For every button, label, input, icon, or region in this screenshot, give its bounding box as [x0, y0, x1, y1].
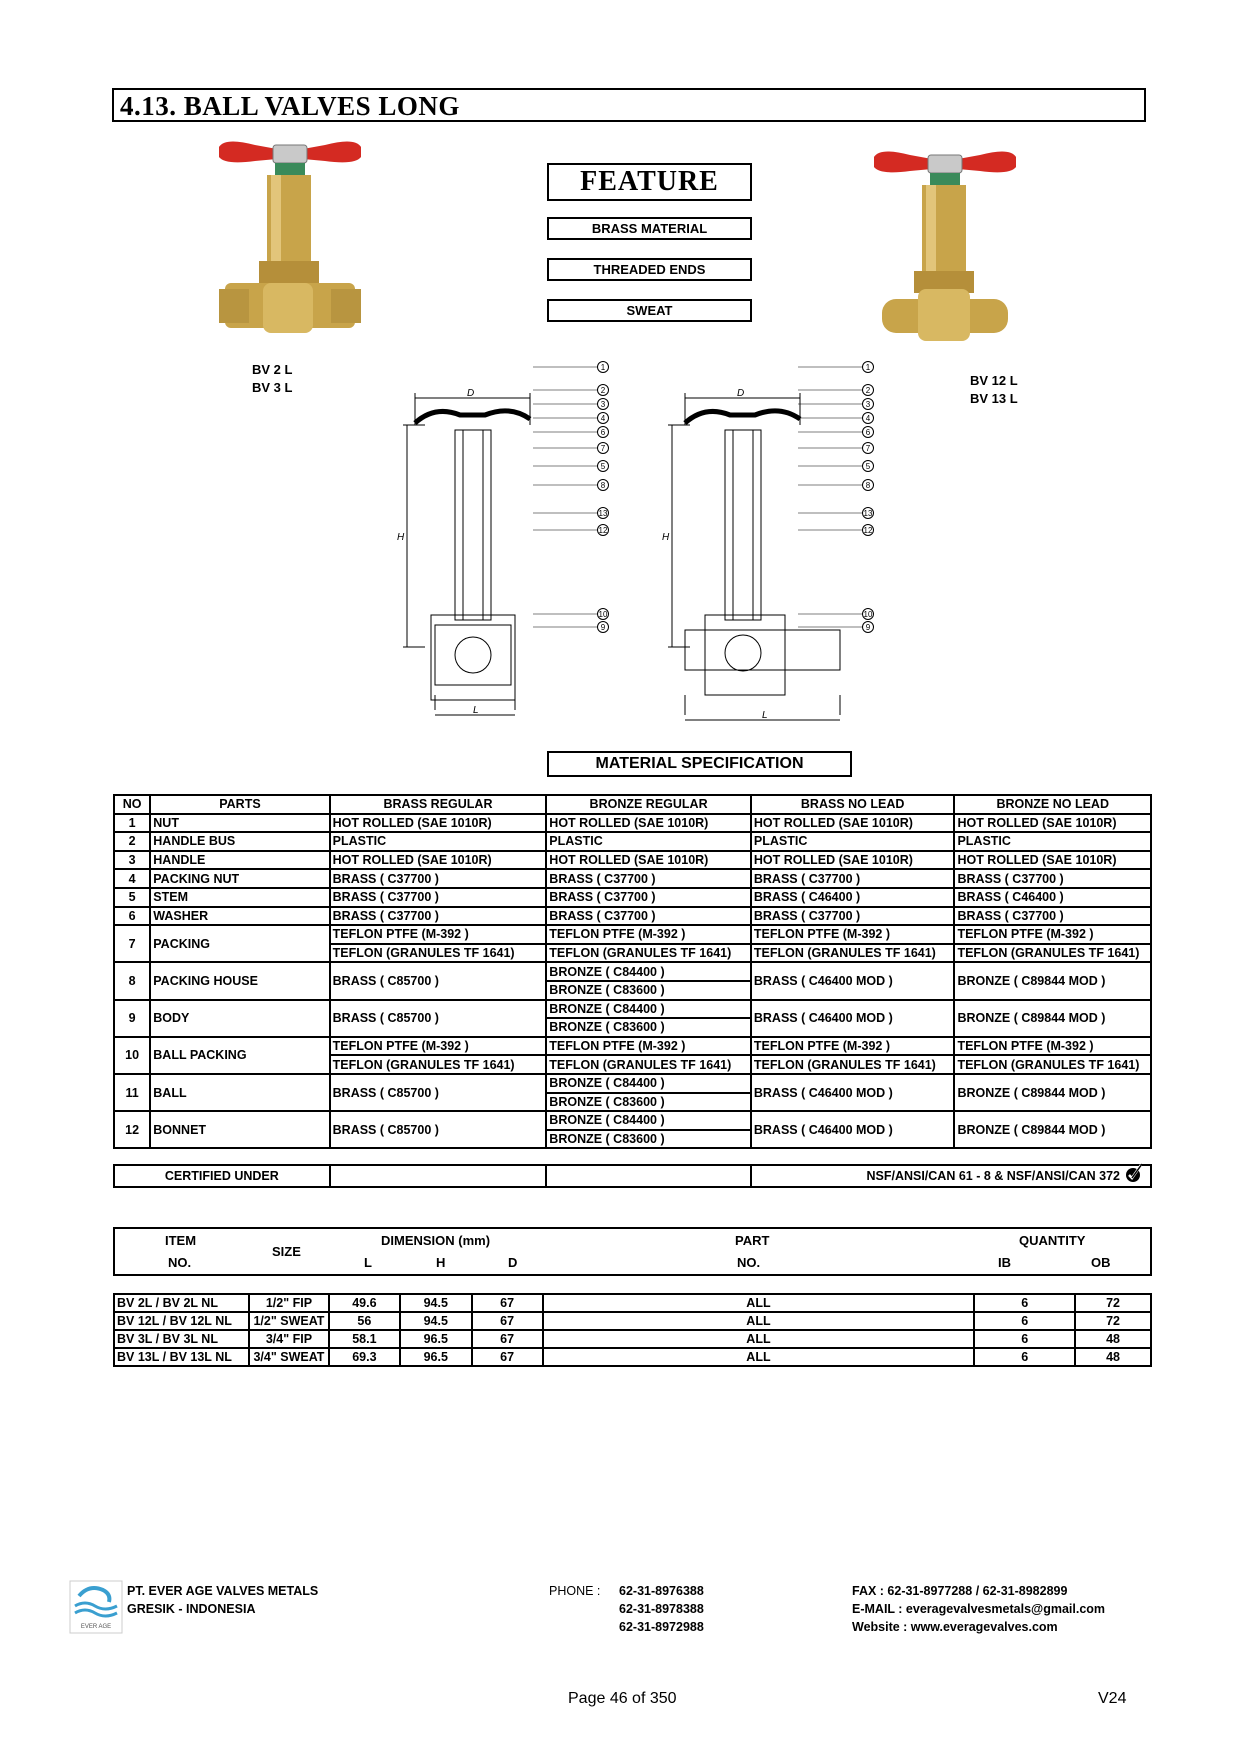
material-cell: PLASTIC	[330, 832, 547, 851]
material-cell: HOT ROLLED (SAE 1010R)	[751, 814, 955, 833]
dimension-header: ITEM NO. SIZE DIMENSION (mm) L H D PART NO. QUANTITY IB OB	[113, 1227, 1152, 1276]
dim-cell-ib: 6	[974, 1312, 1075, 1330]
website-link[interactable]: Website : www.everagevalves.com	[852, 1620, 1058, 1634]
material-cell: BRONZE ( C89844 MOD )	[954, 1074, 1151, 1111]
dim-cell-d: 67	[472, 1348, 543, 1366]
row-number: 3	[114, 851, 150, 870]
material-cell: HOT ROLLED (SAE 1010R)	[546, 814, 751, 833]
callout-number: 10	[863, 610, 873, 619]
material-cell: TEFLON PTFE (M-392 )	[330, 1037, 547, 1056]
handle-right-wing	[303, 141, 361, 162]
material-cell: BRASS ( C37700 )	[330, 888, 547, 907]
row-number: 2	[114, 832, 150, 851]
material-cell: TEFLON PTFE (M-392 )	[546, 1037, 751, 1056]
material-cell: BRASS ( C37700 )	[546, 869, 751, 888]
material-cell: TEFLON PTFE (M-392 )	[954, 1037, 1151, 1056]
dim-cell-d: 67	[472, 1312, 543, 1330]
dim-h: H	[662, 532, 670, 543]
material-cell: BRASS ( C46400 MOD )	[751, 1111, 955, 1148]
dim-cell-ib: 6	[974, 1330, 1075, 1348]
table-row	[114, 1074, 1151, 1093]
material-cell: TEFLON PTFE (M-392 )	[954, 925, 1151, 944]
material-cell: HOT ROLLED (SAE 1010R)	[954, 814, 1151, 833]
material-cell: TEFLON (GRANULES TF 1641)	[751, 1055, 955, 1074]
part-name: PACKING HOUSE	[150, 962, 329, 999]
handle-bushing	[275, 163, 305, 175]
material-cell: TEFLON (GRANULES TF 1641)	[330, 944, 547, 963]
material-cell: BRASS ( C85700 )	[330, 1111, 547, 1148]
table-row	[114, 1111, 1151, 1130]
dim-cell-ib: 6	[974, 1348, 1075, 1366]
row-number: 12	[114, 1111, 150, 1148]
material-cell: HOT ROLLED (SAE 1010R)	[546, 851, 751, 870]
dim-cell-h: 96.5	[400, 1330, 472, 1348]
material-cell: BRASS ( C37700 )	[751, 869, 955, 888]
dim-cell-part: ALL	[543, 1294, 975, 1312]
row-number: 7	[114, 925, 150, 962]
contact-info	[852, 1582, 1105, 1636]
callout-number: 7	[865, 444, 871, 453]
material-cell: TEFLON PTFE (M-392 )	[546, 925, 751, 944]
part-name: BALL PACKING	[150, 1037, 329, 1074]
table-row	[114, 907, 1151, 926]
material-cell: BRASS ( C37700 )	[546, 907, 751, 926]
callout-number: 4	[600, 414, 606, 423]
company-info: PT. EVER AGE VALVES METALS GRESIK - INDONESIA	[127, 1584, 319, 1616]
dim-cell-part: ALL	[543, 1330, 975, 1348]
callout-number: 7	[600, 444, 606, 453]
row-number: 4	[114, 869, 150, 888]
callout-number: 5	[600, 462, 606, 471]
dim-cell-size: 1/2" SWEAT	[249, 1312, 329, 1330]
material-cell: TEFLON (GRANULES TF 1641)	[330, 1055, 547, 1074]
check-icon	[1124, 1162, 1144, 1184]
table-row	[114, 851, 1151, 870]
callout-number: 5	[865, 462, 871, 471]
company-logo	[69, 1580, 123, 1634]
material-cell: BRASS ( C85700 )	[330, 962, 547, 999]
dim-cell-size: 3/4" SWEAT	[249, 1348, 329, 1366]
dim-h: H	[397, 532, 405, 543]
table-header-row: NO PARTS BRASS REGULAR BRONZE REGULAR BRASS NO LEAD BRONZE NO LEAD	[114, 795, 1151, 814]
material-cell: BRONZE ( C89844 MOD )	[954, 1000, 1151, 1037]
dim-cell-h: 94.5	[400, 1312, 472, 1330]
valve-photo-threaded	[215, 133, 365, 348]
part-name: STEM	[150, 888, 329, 907]
fax: FAX : 62-31-8977288 / 62-31-8982899	[852, 1584, 1068, 1598]
dim-cell-d: 67	[472, 1330, 543, 1348]
material-cell: TEFLON (GRANULES TF 1641)	[751, 944, 955, 963]
material-cell: BRONZE ( C83600 )	[546, 1130, 751, 1149]
material-cell: BRONZE ( C89844 MOD )	[954, 1111, 1151, 1148]
material-cell: BRONZE ( C84400 )	[546, 1074, 751, 1093]
dim-cell-item: BV 13L / BV 13L NL	[114, 1348, 249, 1366]
table-row	[114, 888, 1151, 907]
dim-cell-item: BV 3L / BV 3L NL	[114, 1330, 249, 1348]
material-cell: BRASS ( C37700 )	[954, 869, 1151, 888]
part-name: HANDLE	[150, 851, 329, 870]
material-spec-heading: MATERIAL SPECIFICATION	[547, 751, 852, 777]
material-cell: BRASS ( C46400 MOD )	[751, 962, 955, 999]
part-name: PACKING	[150, 925, 329, 962]
svg-text:EVER AGE: EVER AGE	[80, 1624, 112, 1630]
callout-number: 9	[600, 623, 606, 632]
dim-cell-d: 67	[472, 1294, 543, 1312]
phone-numbers: 62-31-8976388 62-31-8978388 62-31-8972988	[619, 1584, 704, 1634]
material-cell: HOT ROLLED (SAE 1010R)	[330, 851, 547, 870]
material-cell: BRONZE ( C84400 )	[546, 1000, 751, 1019]
callout-number: 1	[600, 363, 606, 372]
callout-number: 10	[598, 610, 608, 619]
table-row	[114, 832, 1151, 851]
row-number: 9	[114, 1000, 150, 1037]
part-name: BONNET	[150, 1111, 329, 1148]
table-row	[114, 1037, 1151, 1056]
dim-cell-ob: 72	[1075, 1294, 1151, 1312]
table-row	[114, 1348, 1151, 1366]
callout-number: 8	[600, 481, 606, 490]
callout-number: 13	[598, 509, 608, 518]
valve-bonnet	[259, 261, 319, 283]
dim-cell-size: 3/4" FIP	[249, 1330, 329, 1348]
material-cell: TEFLON (GRANULES TF 1641)	[954, 1055, 1151, 1074]
dim-cell-ib: 6	[974, 1294, 1075, 1312]
table-row	[114, 1330, 1151, 1348]
row-number: 6	[114, 907, 150, 926]
handle-bushing	[930, 173, 960, 185]
material-cell: PLASTIC	[954, 832, 1151, 851]
material-cell: BRASS ( C37700 )	[751, 907, 955, 926]
part-name: NUT	[150, 814, 329, 833]
email-link[interactable]: E-MAIL : everagevalvesmetals@gmail.com	[852, 1602, 1106, 1616]
handle-left-wing	[219, 141, 277, 162]
table-row	[114, 869, 1151, 888]
material-cell: BRASS ( C46400 )	[751, 888, 955, 907]
callout-number: 4	[865, 414, 871, 423]
material-cell: BRONZE ( C83600 )	[546, 1018, 751, 1037]
row-number: 5	[114, 888, 150, 907]
section-title: 4.13. BALL VALVES LONG	[120, 91, 460, 121]
callout-number: 9	[865, 623, 871, 632]
material-cell: BRONZE ( C83600 )	[546, 1093, 751, 1112]
material-cell: BRONZE ( C84400 )	[546, 962, 751, 981]
material-cell: PLASTIC	[546, 832, 751, 851]
feature-heading: FEATURE	[547, 163, 752, 201]
material-cell: HOT ROLLED (SAE 1010R)	[751, 851, 955, 870]
material-cell: TEFLON (GRANULES TF 1641)	[546, 1055, 751, 1074]
table-row	[114, 1294, 1151, 1312]
row-number: 10	[114, 1037, 150, 1074]
material-cell: PLASTIC	[751, 832, 955, 851]
certification-row	[113, 1164, 1152, 1188]
callout-number: 3	[600, 400, 606, 409]
callout-number: 2	[865, 386, 871, 395]
material-cell: HOT ROLLED (SAE 1010R)	[954, 851, 1151, 870]
material-cell: BRASS ( C37700 )	[954, 907, 1151, 926]
certified-label: CERTIFIED UNDER	[114, 1165, 330, 1187]
part-name: WASHER	[150, 907, 329, 926]
handle-left-wing	[874, 151, 932, 172]
dim-d: D	[467, 388, 475, 399]
dim-l: L	[762, 710, 768, 721]
dim-l: L	[473, 705, 479, 716]
callout-number: 2	[600, 386, 606, 395]
part-name: HANDLE BUS	[150, 832, 329, 851]
table-row	[114, 925, 1151, 944]
material-cell: BRASS ( C46400 )	[954, 888, 1151, 907]
handle-clip	[273, 145, 307, 163]
material-cell: TEFLON (GRANULES TF 1641)	[546, 944, 751, 963]
part-name: PACKING NUT	[150, 869, 329, 888]
handle-clip	[928, 155, 962, 173]
callout-number: 12	[863, 526, 873, 535]
callout-number: 1	[865, 363, 871, 372]
table-row	[114, 962, 1151, 981]
dim-cell-item: BV 12L / BV 12L NL	[114, 1312, 249, 1330]
material-cell: TEFLON PTFE (M-392 )	[751, 1037, 955, 1056]
cross-section-drawing-left	[395, 363, 625, 730]
material-cell: BRASS ( C85700 )	[330, 1000, 547, 1037]
dim-cell-size: 1/2" FIP	[249, 1294, 329, 1312]
dim-cell-h: 96.5	[400, 1348, 472, 1366]
model-label-left: BV 2 L BV 3 L	[252, 362, 293, 395]
valve-photo-sweat	[870, 143, 1020, 353]
dim-cell-l: 58.1	[329, 1330, 400, 1348]
model-label-right: BV 12 L BV 13 L	[970, 373, 1018, 406]
phone-label: PHONE :	[549, 1584, 601, 1598]
material-cell: BRONZE ( C89844 MOD )	[954, 962, 1151, 999]
callout-number: 3	[865, 400, 871, 409]
feature-item: BRASS MATERIAL	[547, 217, 752, 240]
row-number: 8	[114, 962, 150, 999]
table-row	[114, 814, 1151, 833]
dim-cell-ob: 72	[1075, 1312, 1151, 1330]
material-cell: BRASS ( C37700 )	[546, 888, 751, 907]
material-cell: BRASS ( C46400 MOD )	[751, 1074, 955, 1111]
material-spec-table	[113, 794, 1152, 1149]
callout-number: 13	[863, 509, 873, 518]
dim-cell-l: 49.6	[329, 1294, 400, 1312]
feature-item: SWEAT	[547, 299, 752, 322]
row-number: 1	[114, 814, 150, 833]
dim-cell-h: 94.5	[400, 1294, 472, 1312]
callout-number: 12	[598, 526, 608, 535]
section-title-box	[112, 88, 1146, 122]
dim-cell-l: 69.3	[329, 1348, 400, 1366]
material-cell: TEFLON (GRANULES TF 1641)	[954, 944, 1151, 963]
dim-cell-part: ALL	[543, 1312, 975, 1330]
material-cell: TEFLON PTFE (M-392 )	[330, 925, 547, 944]
dimension-table	[113, 1293, 1152, 1367]
callout-number: 6	[600, 428, 606, 437]
material-cell: BRASS ( C37700 )	[330, 869, 547, 888]
dim-cell-ob: 48	[1075, 1348, 1151, 1366]
material-cell: BRASS ( C46400 MOD )	[751, 1000, 955, 1037]
part-name: BODY	[150, 1000, 329, 1037]
material-cell: HOT ROLLED (SAE 1010R)	[330, 814, 547, 833]
feature-item: THREADED ENDS	[547, 258, 752, 281]
row-number: 11	[114, 1074, 150, 1111]
material-cell: BRONZE ( C84400 )	[546, 1111, 751, 1130]
handle-right-wing	[958, 151, 1016, 172]
certified-value: NSF/ANSI/CAN 61 - 8 & NSF/ANSI/CAN 372	[751, 1165, 1151, 1187]
dim-d: D	[737, 388, 745, 399]
callout-number: 8	[865, 481, 871, 490]
dim-cell-ob: 48	[1075, 1330, 1151, 1348]
page-number: Page 46 of 350	[568, 1690, 677, 1707]
table-row	[114, 1000, 1151, 1019]
cross-section-drawing-right	[660, 363, 890, 730]
dim-cell-l: 56	[329, 1312, 400, 1330]
material-cell: BRONZE ( C83600 )	[546, 981, 751, 1000]
callout-number: 6	[865, 428, 871, 437]
version: V24	[1098, 1690, 1127, 1707]
material-cell: BRASS ( C85700 )	[330, 1074, 547, 1111]
dim-cell-item: BV 2L / BV 2L NL	[114, 1294, 249, 1312]
table-row	[114, 1312, 1151, 1330]
material-cell: BRASS ( C37700 )	[330, 907, 547, 926]
material-cell: TEFLON PTFE (M-392 )	[751, 925, 955, 944]
part-name: BALL	[150, 1074, 329, 1111]
dim-cell-part: ALL	[543, 1348, 975, 1366]
